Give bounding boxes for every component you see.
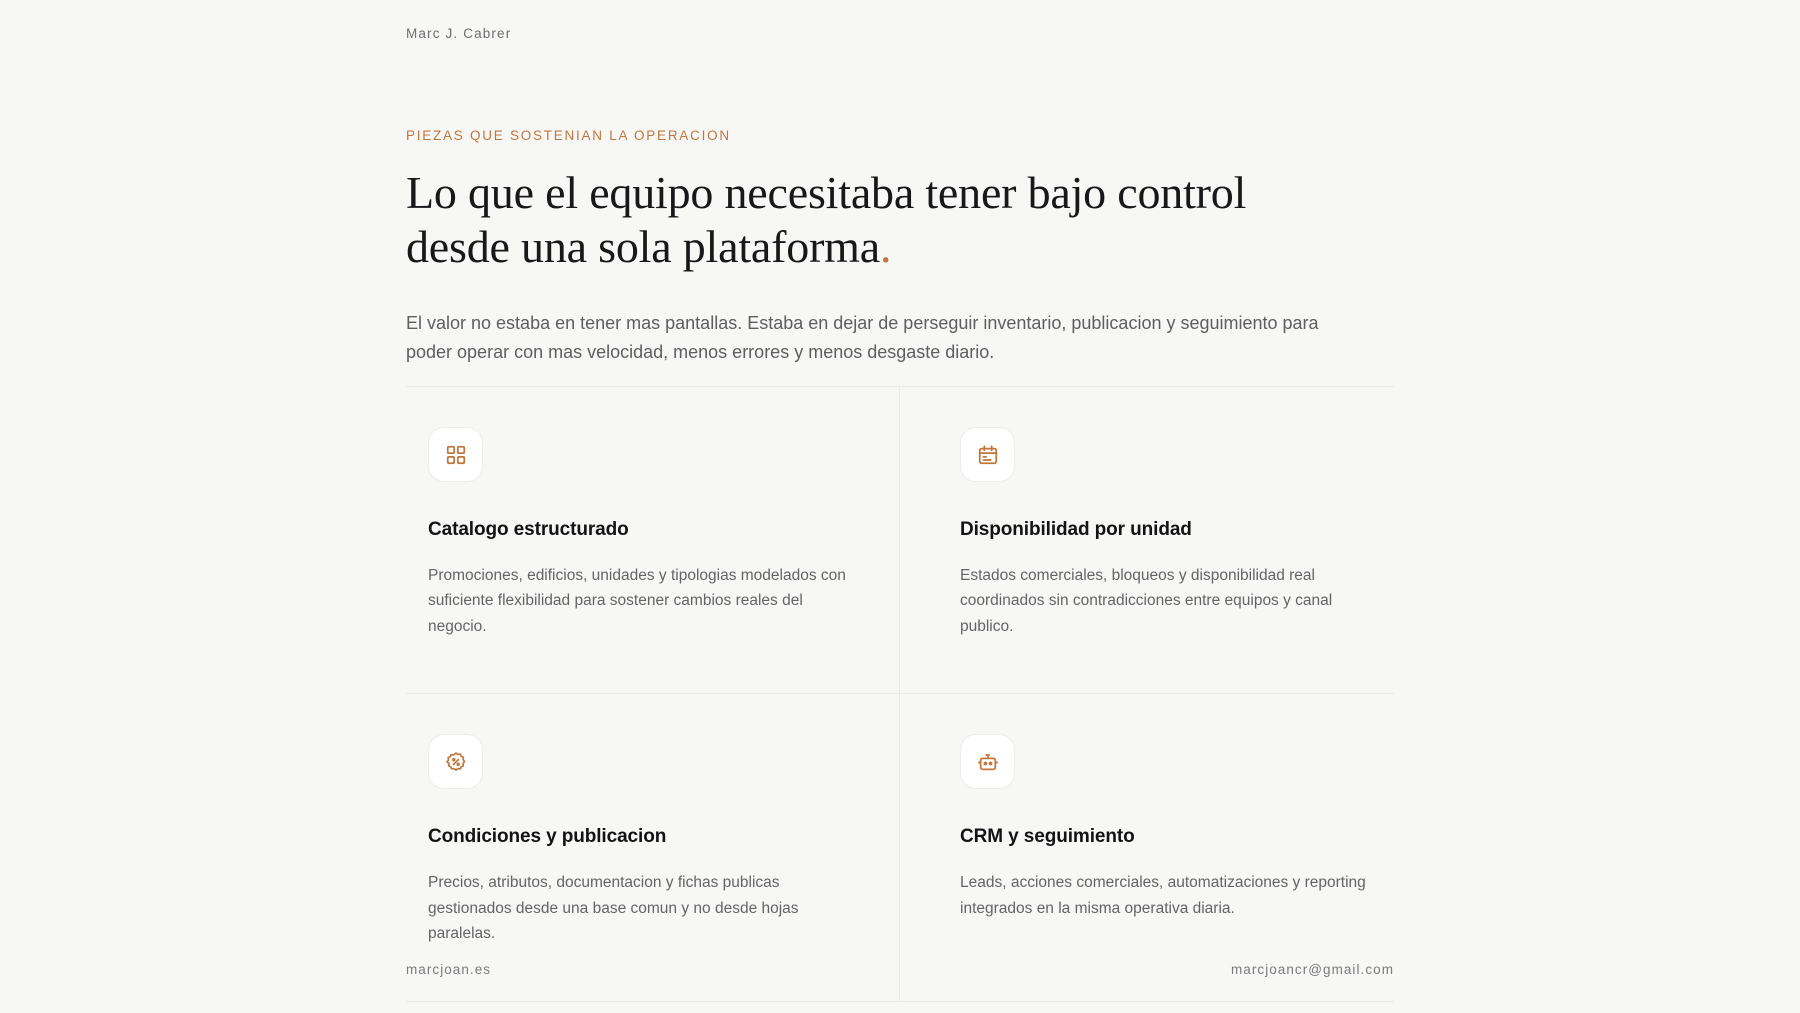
feature-description: Promociones, edificios, unidades y tipologias modelados con suficiente flexibilidad para sostener cambios reales del negocio. <box>428 566 846 635</box>
feature-grid <box>406 386 1394 1002</box>
feature-title: Disponibilidad por unidad <box>960 519 1192 540</box>
headline-accent-dot: . <box>879 221 892 273</box>
footer-site-link[interactable]: marcjoan.es <box>406 962 492 977</box>
grid-icon <box>428 427 483 482</box>
brand-bar <box>406 22 1394 46</box>
feature-description: Estados comerciales, bloqueos y disponibilidad real coordinados sin contradicciones entre equipos y canal publico. <box>960 566 1333 635</box>
brand-name: Marc J. Cabrer <box>406 26 512 41</box>
feature-card-disponibilidad <box>900 387 1394 694</box>
robot-icon <box>960 734 1015 789</box>
section-lede: El valor no estaba en tener mas pantallas. Estaba en dejar de perseguir inventario, publicacion y seguimiento para poder operar con mas velocidad, menos errores y menos desgaste diario. <box>406 312 1319 362</box>
feature-card-catalogo <box>406 387 900 694</box>
section-intro <box>406 128 1394 367</box>
footer-email-link[interactable]: marcjoancr@gmail.com <box>1231 962 1394 977</box>
feature-description: Precios, atributos, documentacion y fichas publicas gestionados desde una base comun y no desde hojas paralelas. <box>428 874 799 943</box>
feature-title: Catalogo estructurado <box>428 519 629 540</box>
feature-card-crm <box>900 694 1394 1000</box>
feature-card-condiciones <box>406 694 900 1000</box>
feature-title: Condiciones y publicacion <box>428 826 667 848</box>
calendar-icon <box>960 427 1015 482</box>
headline-text: Lo que el equipo necesitaba tener bajo control desde una sola plataforma <box>406 167 1247 273</box>
feature-title: CRM y seguimiento <box>960 826 1135 848</box>
section-eyebrow: PIEZAS QUE SOSTENIAN LA OPERACION <box>406 128 731 143</box>
page-title <box>406 166 1286 275</box>
feature-description: Leads, acciones comerciales, automatizaciones y reporting integrados en la misma operativa diaria. <box>960 874 1366 917</box>
page-footer <box>406 962 1394 977</box>
discount-badge-icon <box>428 734 483 789</box>
feature-grid-wrapper <box>406 386 1394 1002</box>
